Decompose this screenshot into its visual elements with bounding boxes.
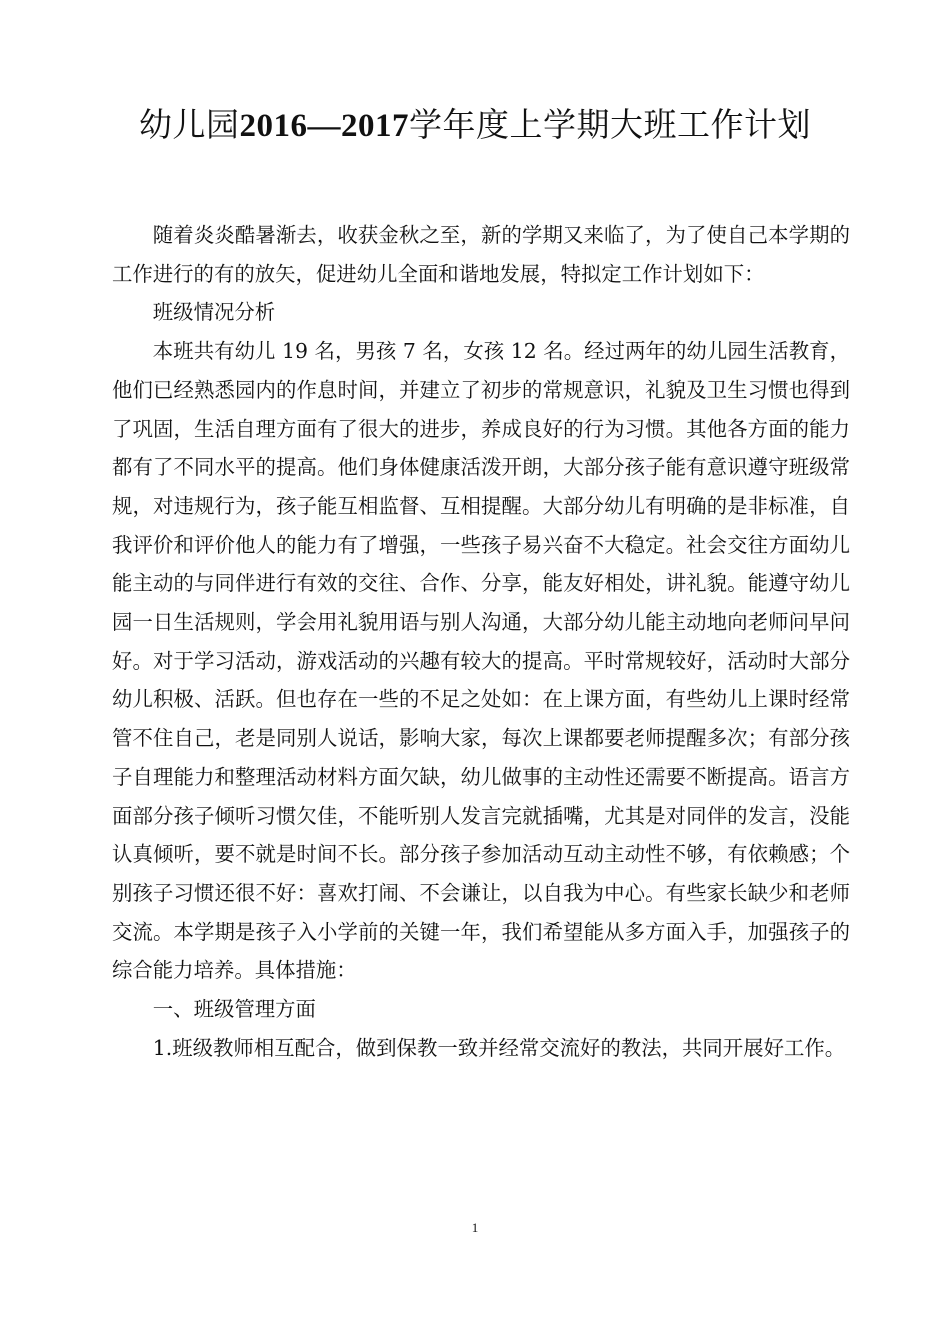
management-item-1: 1.班级教师相互配合，做到保教一致并经常交流好的教法，共同开展好工作。 <box>152 1035 846 1060</box>
title-suffix: 学年度上学期大班工作计划 <box>409 105 811 144</box>
page-number: 1 <box>471 1220 479 1235</box>
title-prefix: 幼儿园 <box>139 105 240 144</box>
section-heading-class-management: 一、班级管理方面 <box>152 997 316 1022</box>
intro-paragraph: 随着炎炎酷暑渐去，收获金秋之至，新的学期又来临了，为了使自己本学期的工作进行的有的放矢，促进幼儿全面和谐地发展，特拟定工作计划如下： <box>112 223 850 286</box>
title-years: 2016—2017 <box>239 108 409 144</box>
class-analysis-paragraph: 本班共有幼儿 19 名，男孩 7 名，女孩 12 名。经过两年的幼儿园生活教育，他们已经熟悉园内的作息时间，并建立了初步的常规意识，礼貌及卫生习惯也得到了巩固，生活自理方面有了很大的进步，养成良好的行为习惯。其他各方面的能力都有了不同水平的提高。他们身体健康活泼开朗，大部分孩子能有意识遵守班级常规，对违规行为，孩子能互相监督、互相提醒。大部分幼儿有明确的是非标准，自我评价和评价他人的能力有了增强，一些孩子易兴奋不大稳定。社会交往方面幼儿能主动的与同伴进行有效的交往、合作、分享，能友好相处，讲礼貌。能遵守幼儿园一日生活规则，学会用礼貌用语与别人沟通，大部分幼儿能主动地向老师问早问好。对于学习活动，游戏活动的兴趣有较大的提高。平时常规较好，活动时大部分幼儿积极、活跃。但也存在一些的不足之处如：在上课方面，有些幼儿上课时经常管不住自己，老是同别人说话，影响大家，每次上课都要老师提醒多次；有部分孩子自理能力和整理活动材料方面欠缺，幼儿做事的主动性还需要不断提高。语言方面部分孩子倾听习惯欠佳，不能听别人发言完就插嘴，尤其是对同伴的发言，没能认真倾听，要不就是时间不长。部分孩子参加活动互动主动性不够，有依赖感；个别孩子习惯还很不好：喜欢打闹、不会谦让，以自我为中心。有些家长缺少和老师交流。本学期是孩子入小学前的关键一年，我们希望能从多方面入手，加强孩子的综合能力培养。具体措施： <box>112 339 850 983</box>
section-heading-class-analysis: 班级情况分析 <box>152 300 276 325</box>
document-body <box>112 216 850 1067</box>
document-title <box>0 100 950 151</box>
